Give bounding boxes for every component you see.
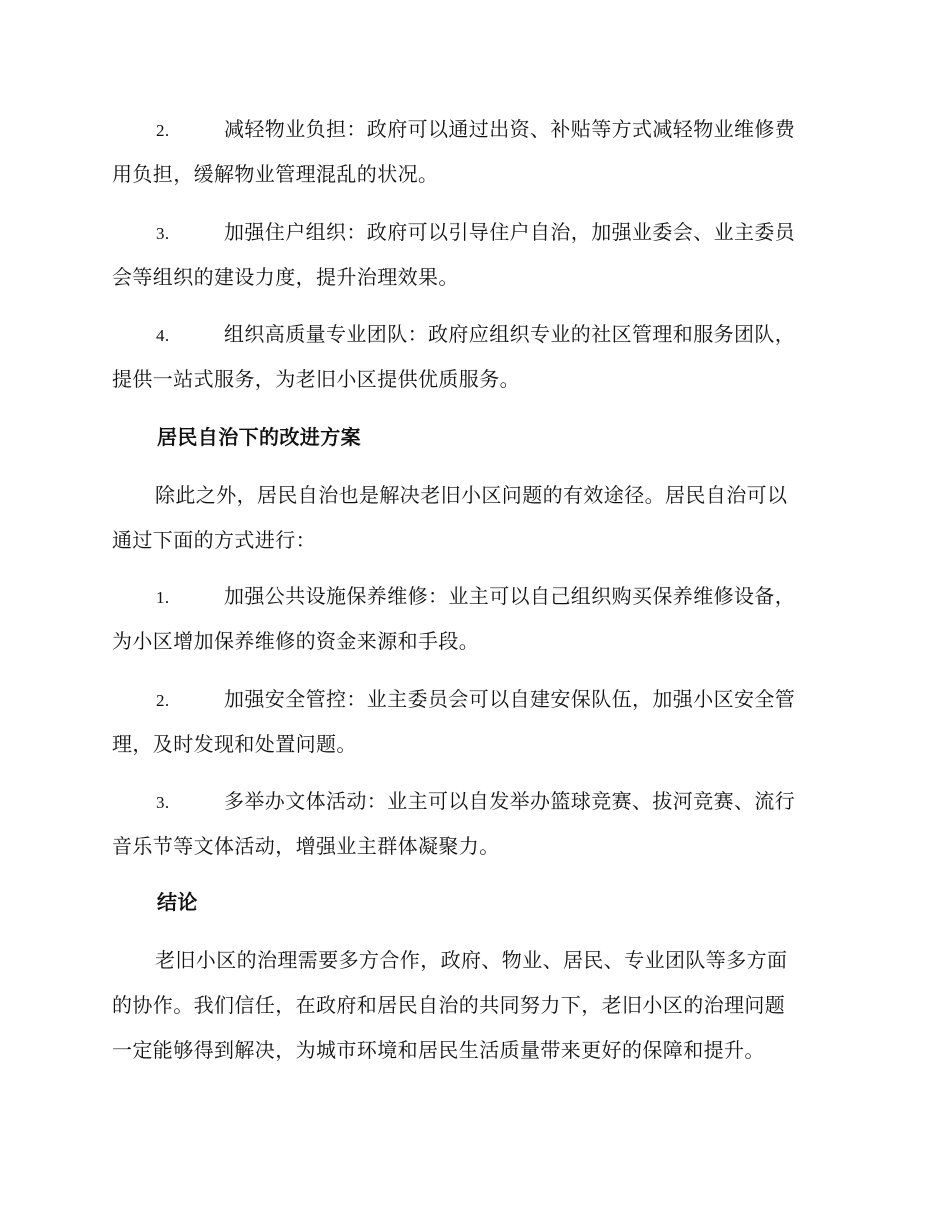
section-heading: 居民自治下的改进方案 (157, 425, 361, 449)
list-text: 加强住户组织：政府可以引导住户自治，加强业委会、业主委员 (224, 220, 796, 244)
list-text-cont: 为小区增加保养维修的资金来源和手段。 (112, 629, 480, 653)
list-item (112, 117, 842, 186)
list-text-cont: 用负担，缓解物业管理混乱的状况。 (112, 162, 439, 186)
paragraph-line: 通过下面的方式进行： (112, 528, 316, 552)
list-text-cont: 理，及时发现和处置问题。 (112, 732, 357, 756)
paragraph-line: 一定能够得到解决，为城市环境和居民生活质量带来更好的保障和提升。 (112, 1038, 765, 1062)
list-item (112, 584, 842, 653)
list-text-cont: 音乐节等文体活动，增强业主群体凝聚力。 (112, 834, 500, 858)
list-text: 组织高质量专业团队：政府应组织专业的社区管理和服务团队， (224, 322, 796, 346)
list-number: 1. (156, 588, 170, 607)
list-number: 3. (156, 793, 170, 812)
paragraph (112, 483, 842, 552)
list-item (112, 789, 842, 858)
list-number: 3. (156, 224, 170, 243)
list-text-cont: 提供一站式服务，为老旧小区提供优质服务。 (112, 367, 520, 391)
list-text-cont: 会等组织的建设力度，提升治理效果。 (112, 265, 459, 289)
list-text: 加强公共设施保养维修：业主可以自己组织购买保养维修设备， (224, 584, 796, 608)
list-text: 多举办文体活动：业主可以自发举办篮球竞赛、拔河竞赛、流行 (224, 789, 796, 813)
list-item (112, 687, 842, 756)
list-item (112, 220, 842, 289)
paragraph-line: 老旧小区的治理需要多方合作，政府、物业、居民、专业团队等多方面 (155, 948, 788, 972)
list-number: 2. (156, 691, 170, 710)
list-text: 减轻物业负担：政府可以通过出资、补贴等方式减轻物业维修费 (224, 117, 796, 141)
paragraph-line: 除此之外，居民自治也是解决老旧小区问题的有效途径。居民自治可以 (155, 483, 788, 507)
list-number: 4. (156, 326, 170, 345)
section-heading: 结论 (157, 890, 198, 914)
paragraph (112, 948, 842, 1062)
list-text: 加强安全管控：业主委员会可以自建安保队伍，加强小区安全管 (224, 687, 796, 711)
list-item (112, 322, 842, 391)
list-number: 2. (156, 121, 170, 140)
paragraph-line: 的协作。我们信任，在政府和居民自治的共同努力下，老旧小区的治理问题 (112, 993, 786, 1017)
